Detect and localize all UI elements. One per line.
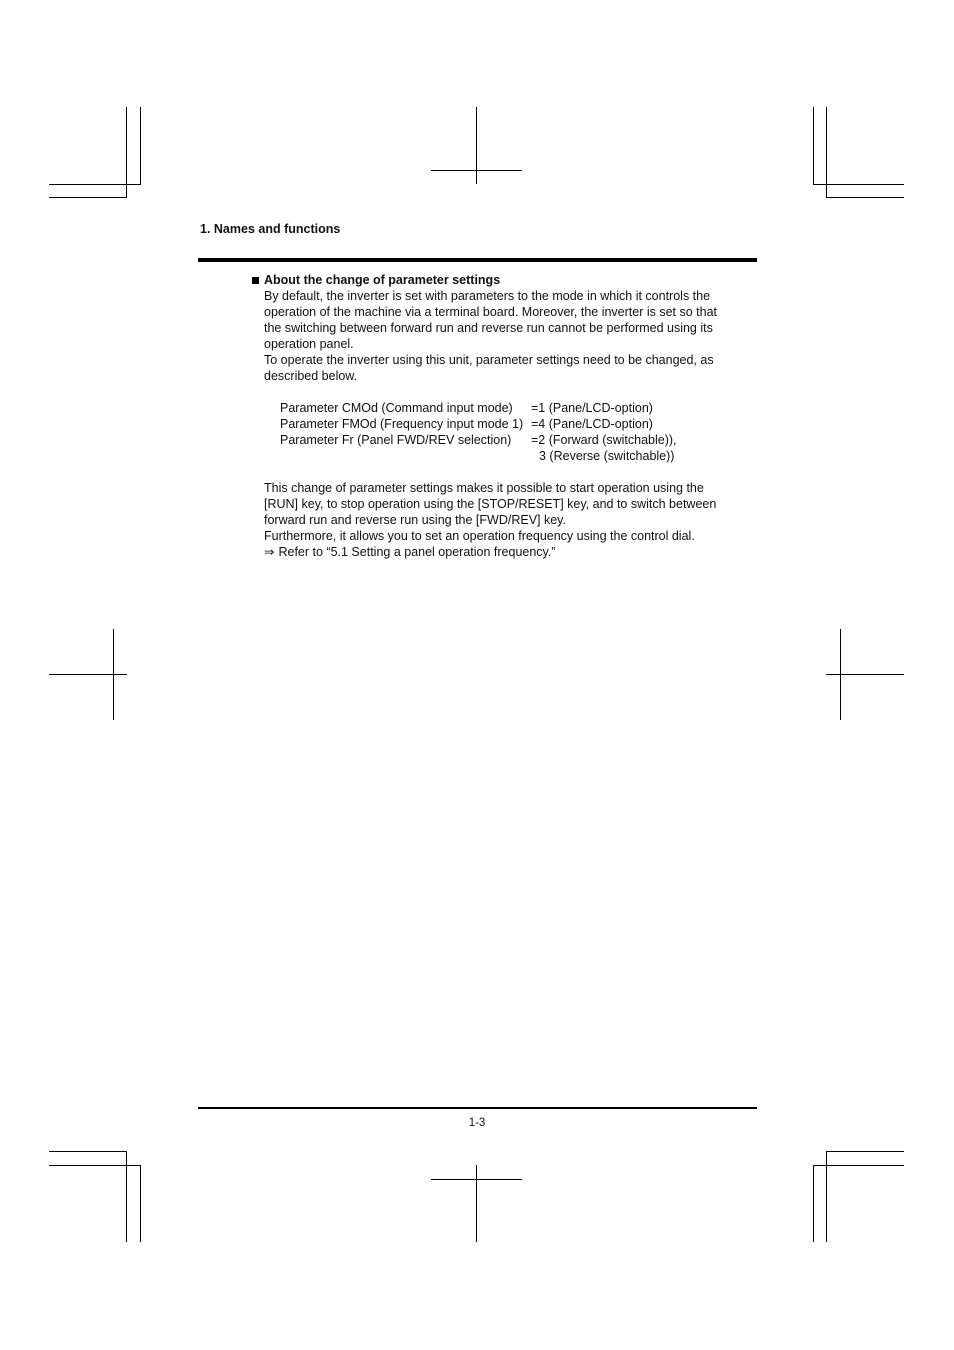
crop-mark-line [49,184,141,185]
registration-mark-line [431,1179,522,1180]
registration-mark-line [476,1165,477,1242]
parameter-row [280,432,752,448]
crop-mark-line [813,184,904,185]
crop-mark-line [813,1165,814,1242]
crop-mark-line [826,1151,904,1152]
parameter-value: =1 (Pane/LCD-option) [531,401,653,415]
registration-mark-line [476,107,477,184]
outro-line: This change of parameter settings makes it possible to start operation using the [264,481,704,495]
intro-line: operation panel. [264,337,354,351]
parameter-name: Parameter Fr (Panel FWD/REV selection) [280,433,512,447]
parameter-value: =4 (Pane/LCD-option) [531,417,653,431]
footer-rule [198,1107,757,1109]
parameter-name: Parameter FMOd (Frequency input mode 1) [280,417,524,431]
crop-mark-line [49,1165,141,1166]
outro-line: Furthermore, it allows you to set an operation frequency using the control dial. [264,529,695,543]
reference-text: Refer to “5.1 Setting a panel operation frequency.” [278,545,556,559]
crop-mark-line [140,1165,141,1242]
header-rule [198,258,757,262]
reference-line [264,544,752,560]
crop-mark-line [826,197,904,198]
crop-mark-line [813,1165,904,1166]
parameter-row [280,448,752,464]
section-title-text: About the change of parameter settings [264,273,501,287]
outro-line: forward run and reverse run using the [FWD/REV] key. [264,513,566,527]
registration-mark-line [431,170,522,171]
intro-line: operation of the machine via a terminal board. Moreover, the inverter is set so that [264,305,718,319]
square-bullet-icon [252,277,259,284]
intro-line: described below. [264,369,358,383]
crop-mark-line [49,197,127,198]
parameter-value: =2 (Forward (switchable)), [531,433,677,447]
arrow-right-icon: ⇒ [264,545,275,559]
outro-line: [RUN] key, to stop operation using the [STOP/RESET] key, and to switch between [264,497,717,511]
registration-mark-line [826,674,904,675]
parameter-value: 3 (Reverse (switchable)) [539,449,675,463]
section-title [252,272,752,288]
parameter-list [264,400,752,464]
registration-mark-line [49,674,127,675]
page-number: 1-3 [468,1117,486,1129]
parameter-name: Parameter CMOd (Command input mode) [280,401,513,415]
intro-line: By default, the inverter is set with parameters to the mode in which it controls the [264,289,711,303]
content-block [252,272,752,560]
parameter-row [280,416,752,432]
crop-mark-line [49,1151,127,1152]
intro-line: To operate the inverter using this unit, parameter settings need to be changed, as [264,353,714,367]
intro-line: the switching between forward run and reverse run cannot be performed using its [264,321,713,335]
crop-mark-line [813,107,814,185]
crop-mark-line [140,107,141,185]
section-header: 1. Names and functions [200,222,341,236]
parameter-row [280,400,752,416]
